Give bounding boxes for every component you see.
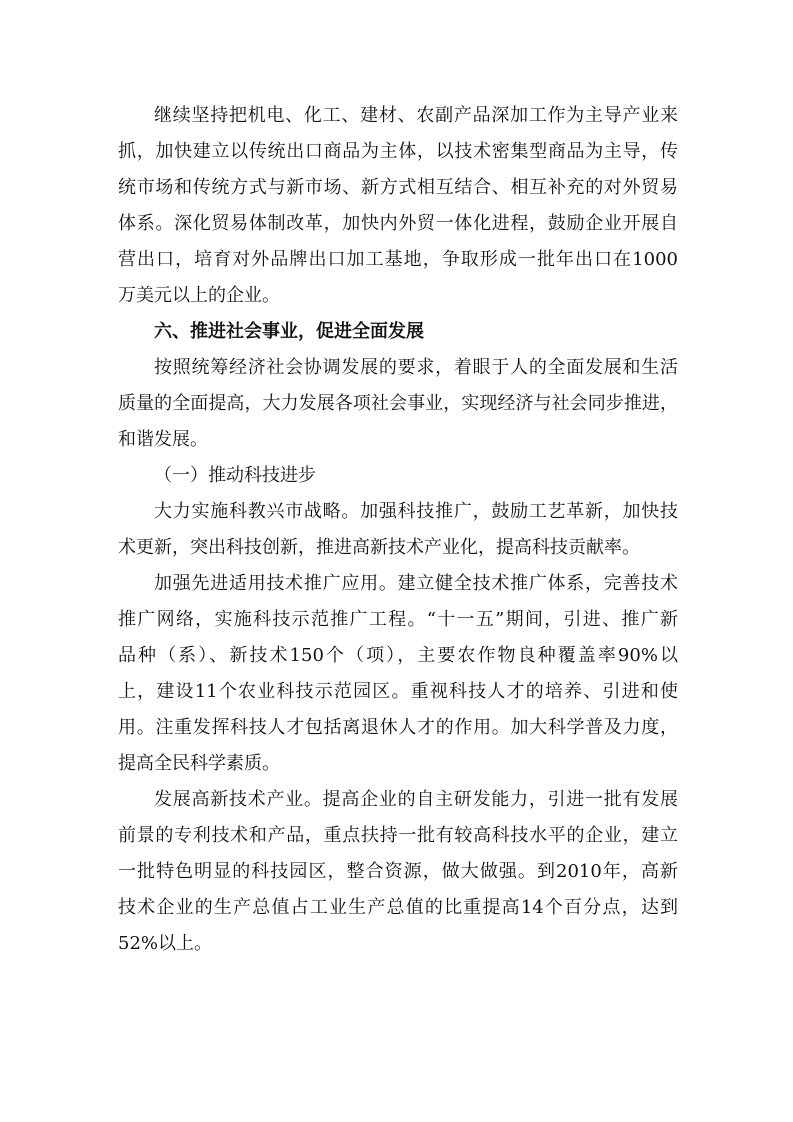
paragraph-line: 统市场和传统方式与新市场、新方式相互结合、相互补充的对外贸易	[118, 177, 678, 198]
paragraph-line: 推广网络，实施科技示范推广工程。“十一五”期间，引进、推广新	[118, 609, 678, 630]
paragraph-line: 术更新，突出科技创新，推进高新技术产业化，提高科技贡献率。	[118, 537, 640, 558]
paragraph-line: 一批特色明显的科技园区，整合资源，做大做强。到2010年，高新	[118, 861, 678, 882]
section-heading: 六、推进社会事业，促进全面发展	[154, 321, 424, 342]
paragraph-line: 品种（系）、新技术150个（项），主要农作物良种覆盖率90%以	[118, 645, 678, 666]
subsection-heading: （一）推动科技进步	[154, 465, 316, 486]
paragraph-line: 万美元以上的企业。	[118, 285, 280, 306]
paragraph-line: 营出口，培育对外品牌出口加工基地，争取形成一批年出口在1000	[118, 249, 678, 270]
paragraph-line: 按照统筹经济社会协调发展的要求，着眼于人的全面发展和生活	[154, 357, 678, 378]
paragraph-line: 用。注重发挥科技人才包括离退休人才的作用。加大科学普及力度，	[118, 717, 678, 738]
paragraph-line: 抓，加快建立以传统出口商品为主体，以技术密集型商品为主导，传	[118, 141, 678, 162]
document-body	[118, 98, 678, 962]
paragraph-line: 提高全民科学素质。	[118, 753, 280, 774]
paragraph-line: 体系。深化贸易体制改革，加快内外贸一体化进程，鼓励企业开展自	[118, 213, 678, 234]
paragraph-line: 前景的专利技术和产品，重点扶持一批有较高科技水平的企业，建立	[118, 825, 678, 846]
paragraph-line: 加强先进适用技术推广应用。建立健全技术推广体系，完善技术	[154, 573, 678, 594]
paragraph-line: 52%以上。	[118, 933, 213, 954]
paragraph-line: 大力实施科教兴市战略。加强科技推广，鼓励工艺革新，加快技	[154, 501, 678, 522]
paragraph-line: 继续坚持把机电、化工、建材、农副产品深加工作为主导产业来	[154, 105, 678, 126]
paragraph-line: 发展高新技术产业。提高企业的自主研发能力，引进一批有发展	[154, 789, 678, 810]
paragraph-line: 上，建设11个农业科技示范园区。重视科技人才的培养、引进和使	[118, 681, 678, 702]
paragraph-line: 质量的全面提高，大力发展各项社会事业，实现经济与社会同步推进，	[118, 393, 678, 414]
paragraph-line: 和谐发展。	[118, 429, 208, 450]
paragraph-line: 技术企业的生产总值占工业生产总值的比重提高14个百分点，达到	[118, 897, 678, 918]
